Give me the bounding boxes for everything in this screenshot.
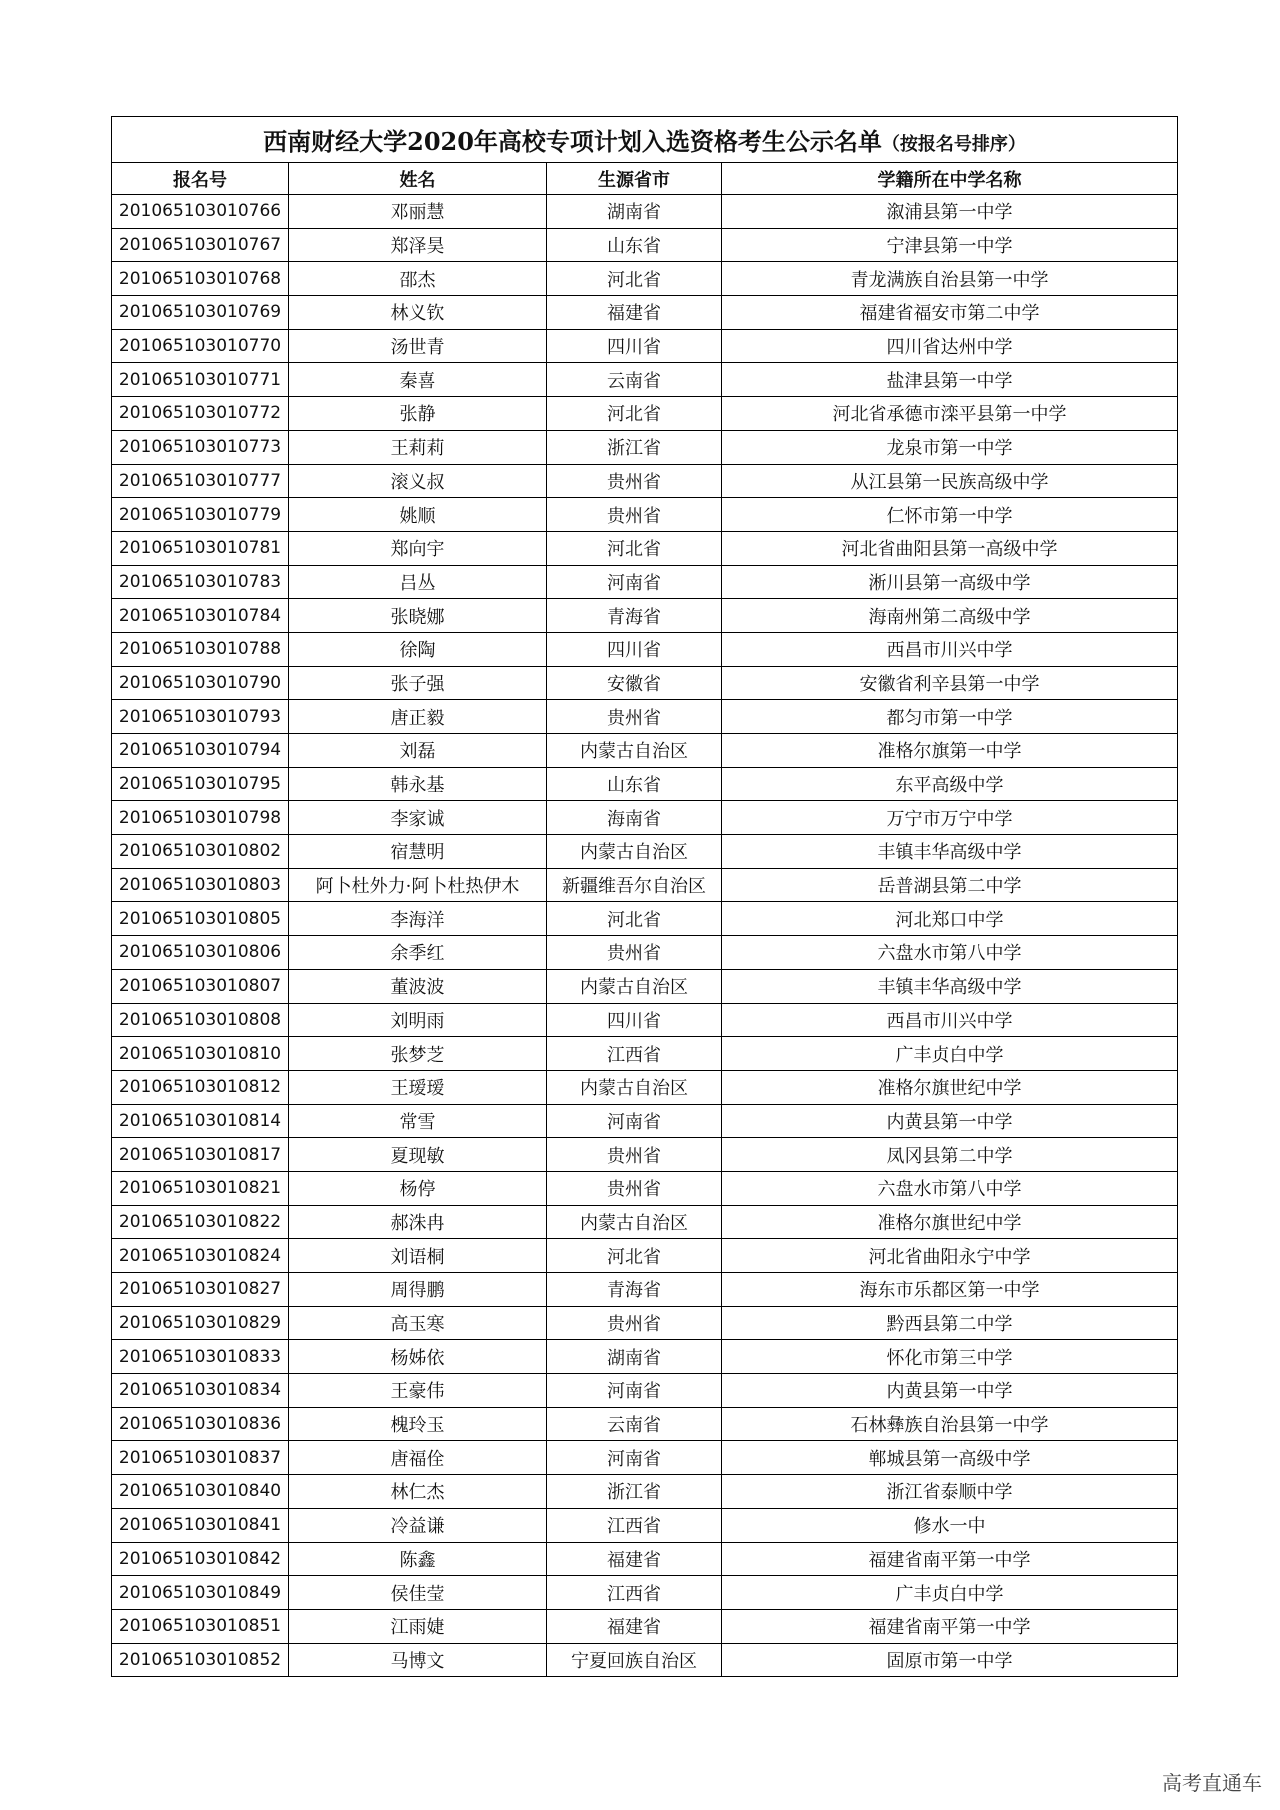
registration-number-cell: 201065103010824 xyxy=(112,1239,289,1273)
province-cell: 江西省 xyxy=(547,1576,722,1610)
table-row xyxy=(112,262,1178,296)
school-cell: 准格尔旗第一中学 xyxy=(722,734,1178,768)
registration-number-cell: 201065103010777 xyxy=(112,464,289,498)
registration-number-cell: 201065103010829 xyxy=(112,1306,289,1340)
table-row xyxy=(112,1003,1178,1037)
school-cell: 海东市乐都区第一中学 xyxy=(722,1273,1178,1307)
province-cell: 四川省 xyxy=(547,329,722,363)
name-cell: 高玉寒 xyxy=(289,1306,547,1340)
table-row xyxy=(112,498,1178,532)
registration-number-cell: 201065103010852 xyxy=(112,1643,289,1677)
province-cell: 四川省 xyxy=(547,1003,722,1037)
registration-number-cell: 201065103010798 xyxy=(112,801,289,835)
table-row xyxy=(112,835,1178,869)
name-cell: 郑向宇 xyxy=(289,531,547,565)
table-row xyxy=(112,1576,1178,1610)
school-cell: 都匀市第一中学 xyxy=(722,700,1178,734)
name-cell: 宿慧明 xyxy=(289,835,547,869)
school-cell: 河北省承德市滦平县第一中学 xyxy=(722,397,1178,431)
province-cell: 贵州省 xyxy=(547,700,722,734)
registration-number-cell: 201065103010807 xyxy=(112,969,289,1003)
province-cell: 山东省 xyxy=(547,767,722,801)
name-cell: 刘明雨 xyxy=(289,1003,547,1037)
registration-number-cell: 201065103010836 xyxy=(112,1407,289,1441)
school-cell: 安徽省利辛县第一中学 xyxy=(722,666,1178,700)
school-cell: 龙泉市第一中学 xyxy=(722,430,1178,464)
registration-number-cell: 201065103010821 xyxy=(112,1171,289,1205)
table-row xyxy=(112,329,1178,363)
province-cell: 河南省 xyxy=(547,1441,722,1475)
province-cell: 山东省 xyxy=(547,228,722,262)
name-cell: 徐陶 xyxy=(289,632,547,666)
school-cell: 青龙满族自治县第一中学 xyxy=(722,262,1178,296)
document-title-cell xyxy=(112,117,1178,163)
name-cell: 马博文 xyxy=(289,1643,547,1677)
table-row xyxy=(112,1104,1178,1138)
school-cell: 从江县第一民族高级中学 xyxy=(722,464,1178,498)
table-row xyxy=(112,1070,1178,1104)
school-cell: 丰镇丰华高级中学 xyxy=(722,835,1178,869)
school-cell: 盐津县第一中学 xyxy=(722,363,1178,397)
name-cell: 邓丽慧 xyxy=(289,195,547,229)
registration-number-cell: 201065103010805 xyxy=(112,902,289,936)
province-cell: 江西省 xyxy=(547,1508,722,1542)
column-header-name: 姓名 xyxy=(289,163,547,195)
school-cell: 六盘水市第八中学 xyxy=(722,1171,1178,1205)
name-cell: 韩永基 xyxy=(289,767,547,801)
registration-number-cell: 201065103010779 xyxy=(112,498,289,532)
candidate-list-table xyxy=(111,116,1178,1677)
name-cell: 吕丛 xyxy=(289,565,547,599)
province-cell: 河南省 xyxy=(547,565,722,599)
name-cell: 林仁杰 xyxy=(289,1475,547,1509)
table-row xyxy=(112,1374,1178,1408)
registration-number-cell: 201065103010840 xyxy=(112,1475,289,1509)
school-cell: 万宁市万宁中学 xyxy=(722,801,1178,835)
registration-number-cell: 201065103010803 xyxy=(112,868,289,902)
registration-number-cell: 201065103010808 xyxy=(112,1003,289,1037)
province-cell: 新疆维吾尔自治区 xyxy=(547,868,722,902)
province-cell: 贵州省 xyxy=(547,498,722,532)
table-row xyxy=(112,1037,1178,1071)
school-cell: 怀化市第三中学 xyxy=(722,1340,1178,1374)
table-row xyxy=(112,1407,1178,1441)
table-row xyxy=(112,1643,1178,1677)
province-cell: 湖南省 xyxy=(547,1340,722,1374)
name-cell: 王豪伟 xyxy=(289,1374,547,1408)
province-cell: 宁夏回族自治区 xyxy=(547,1643,722,1677)
table-row xyxy=(112,1475,1178,1509)
table-row xyxy=(112,599,1178,633)
name-cell: 王莉莉 xyxy=(289,430,547,464)
province-cell: 青海省 xyxy=(547,1273,722,1307)
name-cell: 周得鹏 xyxy=(289,1273,547,1307)
name-cell: 张晓娜 xyxy=(289,599,547,633)
province-cell: 湖南省 xyxy=(547,195,722,229)
registration-number-cell: 201065103010794 xyxy=(112,734,289,768)
name-cell: 江雨婕 xyxy=(289,1609,547,1643)
school-cell: 福建省南平第一中学 xyxy=(722,1542,1178,1576)
school-cell: 仁怀市第一中学 xyxy=(722,498,1178,532)
province-cell: 青海省 xyxy=(547,599,722,633)
name-cell: 刘磊 xyxy=(289,734,547,768)
province-cell: 浙江省 xyxy=(547,430,722,464)
registration-number-cell: 201065103010783 xyxy=(112,565,289,599)
name-cell: 唐正毅 xyxy=(289,700,547,734)
school-cell: 岳普湖县第二中学 xyxy=(722,868,1178,902)
province-cell: 内蒙古自治区 xyxy=(547,835,722,869)
table-row xyxy=(112,1441,1178,1475)
registration-number-cell: 201065103010814 xyxy=(112,1104,289,1138)
school-cell: 西昌市川兴中学 xyxy=(722,1003,1178,1037)
registration-number-cell: 201065103010773 xyxy=(112,430,289,464)
registration-number-cell: 201065103010770 xyxy=(112,329,289,363)
name-cell: 姚顺 xyxy=(289,498,547,532)
school-cell: 东平高级中学 xyxy=(722,767,1178,801)
table-row xyxy=(112,1273,1178,1307)
school-cell: 溆浦县第一中学 xyxy=(722,195,1178,229)
table-row xyxy=(112,902,1178,936)
province-cell: 河北省 xyxy=(547,397,722,431)
registration-number-cell: 201065103010817 xyxy=(112,1138,289,1172)
province-cell: 贵州省 xyxy=(547,1306,722,1340)
province-cell: 河北省 xyxy=(547,902,722,936)
table-row xyxy=(112,565,1178,599)
registration-number-cell: 201065103010834 xyxy=(112,1374,289,1408)
school-cell: 黔西县第二中学 xyxy=(722,1306,1178,1340)
province-cell: 福建省 xyxy=(547,296,722,330)
province-cell: 浙江省 xyxy=(547,1475,722,1509)
registration-number-cell: 201065103010849 xyxy=(112,1576,289,1610)
province-cell: 四川省 xyxy=(547,632,722,666)
school-cell: 河北郑口中学 xyxy=(722,902,1178,936)
school-cell: 石林彝族自治县第一中学 xyxy=(722,1407,1178,1441)
registration-number-cell: 201065103010790 xyxy=(112,666,289,700)
registration-number-cell: 201065103010772 xyxy=(112,397,289,431)
name-cell: 郑泽昊 xyxy=(289,228,547,262)
province-cell: 内蒙古自治区 xyxy=(547,1205,722,1239)
name-cell: 邵杰 xyxy=(289,262,547,296)
name-cell: 张静 xyxy=(289,397,547,431)
name-cell: 王瑷瑷 xyxy=(289,1070,547,1104)
watermark-text: 高考直通车 xyxy=(1162,1771,1262,1795)
table-row xyxy=(112,632,1178,666)
table-row xyxy=(112,296,1178,330)
province-cell: 内蒙古自治区 xyxy=(547,1070,722,1104)
registration-number-cell: 201065103010827 xyxy=(112,1273,289,1307)
school-cell: 四川省达州中学 xyxy=(722,329,1178,363)
province-cell: 河北省 xyxy=(547,262,722,296)
province-cell: 河北省 xyxy=(547,531,722,565)
registration-number-cell: 201065103010781 xyxy=(112,531,289,565)
name-cell: 唐福佺 xyxy=(289,1441,547,1475)
table-row xyxy=(112,430,1178,464)
registration-number-cell: 201065103010822 xyxy=(112,1205,289,1239)
school-cell: 海南州第二高级中学 xyxy=(722,599,1178,633)
name-cell: 杨停 xyxy=(289,1171,547,1205)
table-row xyxy=(112,1306,1178,1340)
province-cell: 贵州省 xyxy=(547,936,722,970)
table-row xyxy=(112,1340,1178,1374)
province-cell: 海南省 xyxy=(547,801,722,835)
province-cell: 云南省 xyxy=(547,1407,722,1441)
school-cell: 内黄县第一中学 xyxy=(722,1374,1178,1408)
school-cell: 内黄县第一中学 xyxy=(722,1104,1178,1138)
table-row xyxy=(112,801,1178,835)
table-row xyxy=(112,1609,1178,1643)
table-row xyxy=(112,969,1178,1003)
name-cell: 余季红 xyxy=(289,936,547,970)
table-row xyxy=(112,1239,1178,1273)
province-cell: 福建省 xyxy=(547,1542,722,1576)
name-cell: 刘语桐 xyxy=(289,1239,547,1273)
name-cell: 槐玲玉 xyxy=(289,1407,547,1441)
school-cell: 丰镇丰华高级中学 xyxy=(722,969,1178,1003)
name-cell: 陈鑫 xyxy=(289,1542,547,1576)
name-cell: 郝洙冉 xyxy=(289,1205,547,1239)
school-cell: 准格尔旗世纪中学 xyxy=(722,1070,1178,1104)
name-cell: 张子强 xyxy=(289,666,547,700)
province-cell: 河南省 xyxy=(547,1104,722,1138)
province-cell: 河北省 xyxy=(547,1239,722,1273)
table-row xyxy=(112,1508,1178,1542)
column-header-school: 学籍所在中学名称 xyxy=(722,163,1178,195)
registration-number-cell: 201065103010810 xyxy=(112,1037,289,1071)
registration-number-cell: 201065103010812 xyxy=(112,1070,289,1104)
province-cell: 河南省 xyxy=(547,1374,722,1408)
table-row xyxy=(112,228,1178,262)
registration-number-cell: 201065103010766 xyxy=(112,195,289,229)
table-row xyxy=(112,195,1178,229)
table-row xyxy=(112,767,1178,801)
table-row xyxy=(112,531,1178,565)
name-cell: 冷益谦 xyxy=(289,1508,547,1542)
school-cell: 浙江省泰顺中学 xyxy=(722,1475,1178,1509)
school-cell: 郸城县第一高级中学 xyxy=(722,1441,1178,1475)
table-row xyxy=(112,1171,1178,1205)
table-row xyxy=(112,1205,1178,1239)
name-cell: 李家诚 xyxy=(289,801,547,835)
document-title: 西南财经大学2020年高校专项计划入选资格考生公示名单 xyxy=(263,127,882,156)
registration-number-cell: 201065103010784 xyxy=(112,599,289,633)
registration-number-cell: 201065103010793 xyxy=(112,700,289,734)
table-body xyxy=(112,195,1178,1677)
document-subtitle: （按报名号排序） xyxy=(881,134,1026,155)
school-cell: 河北省曲阳县第一高级中学 xyxy=(722,531,1178,565)
school-cell: 准格尔旗世纪中学 xyxy=(722,1205,1178,1239)
name-cell: 杨姊依 xyxy=(289,1340,547,1374)
name-cell: 张梦芝 xyxy=(289,1037,547,1071)
school-cell: 河北省曲阳永宁中学 xyxy=(722,1239,1178,1273)
province-cell: 内蒙古自治区 xyxy=(547,969,722,1003)
school-cell: 广丰贞白中学 xyxy=(722,1576,1178,1610)
registration-number-cell: 201065103010768 xyxy=(112,262,289,296)
name-cell: 常雪 xyxy=(289,1104,547,1138)
registration-number-cell: 201065103010769 xyxy=(112,296,289,330)
province-cell: 贵州省 xyxy=(547,1138,722,1172)
registration-number-cell: 201065103010771 xyxy=(112,363,289,397)
registration-number-cell: 201065103010842 xyxy=(112,1542,289,1576)
province-cell: 江西省 xyxy=(547,1037,722,1071)
table-row xyxy=(112,734,1178,768)
province-cell: 福建省 xyxy=(547,1609,722,1643)
registration-number-cell: 201065103010767 xyxy=(112,228,289,262)
name-cell: 林义钦 xyxy=(289,296,547,330)
province-cell: 云南省 xyxy=(547,363,722,397)
table-row xyxy=(112,666,1178,700)
name-cell: 汤世青 xyxy=(289,329,547,363)
school-cell: 固原市第一中学 xyxy=(722,1643,1178,1677)
table-row xyxy=(112,1542,1178,1576)
registration-number-cell: 201065103010802 xyxy=(112,835,289,869)
name-cell: 秦喜 xyxy=(289,363,547,397)
school-cell: 修水一中 xyxy=(722,1508,1178,1542)
school-cell: 福建省福安市第二中学 xyxy=(722,296,1178,330)
school-cell: 西昌市川兴中学 xyxy=(722,632,1178,666)
registration-number-cell: 201065103010837 xyxy=(112,1441,289,1475)
table-row xyxy=(112,936,1178,970)
name-cell: 李海洋 xyxy=(289,902,547,936)
table-row xyxy=(112,397,1178,431)
province-cell: 内蒙古自治区 xyxy=(547,734,722,768)
school-cell: 宁津县第一中学 xyxy=(722,228,1178,262)
school-cell: 凤冈县第二中学 xyxy=(722,1138,1178,1172)
table-row xyxy=(112,464,1178,498)
table-row xyxy=(112,1138,1178,1172)
province-cell: 贵州省 xyxy=(547,464,722,498)
registration-number-cell: 201065103010795 xyxy=(112,767,289,801)
name-cell: 侯佳莹 xyxy=(289,1576,547,1610)
name-cell: 阿卜杜外力·阿卜杜热伊木 xyxy=(289,868,547,902)
column-header-registration-number: 报名号 xyxy=(112,163,289,195)
registration-number-cell: 201065103010788 xyxy=(112,632,289,666)
registration-number-cell: 201065103010841 xyxy=(112,1508,289,1542)
school-cell: 淅川县第一高级中学 xyxy=(722,565,1178,599)
name-cell: 董波波 xyxy=(289,969,547,1003)
registration-number-cell: 201065103010806 xyxy=(112,936,289,970)
school-cell: 六盘水市第八中学 xyxy=(722,936,1178,970)
school-cell: 福建省南平第一中学 xyxy=(722,1609,1178,1643)
table-row xyxy=(112,700,1178,734)
registration-number-cell: 201065103010851 xyxy=(112,1609,289,1643)
province-cell: 贵州省 xyxy=(547,1171,722,1205)
name-cell: 夏现敏 xyxy=(289,1138,547,1172)
name-cell: 滚义叔 xyxy=(289,464,547,498)
table-row xyxy=(112,363,1178,397)
province-cell: 安徽省 xyxy=(547,666,722,700)
column-header-province: 生源省市 xyxy=(547,163,722,195)
school-cell: 广丰贞白中学 xyxy=(722,1037,1178,1071)
registration-number-cell: 201065103010833 xyxy=(112,1340,289,1374)
table-row xyxy=(112,868,1178,902)
